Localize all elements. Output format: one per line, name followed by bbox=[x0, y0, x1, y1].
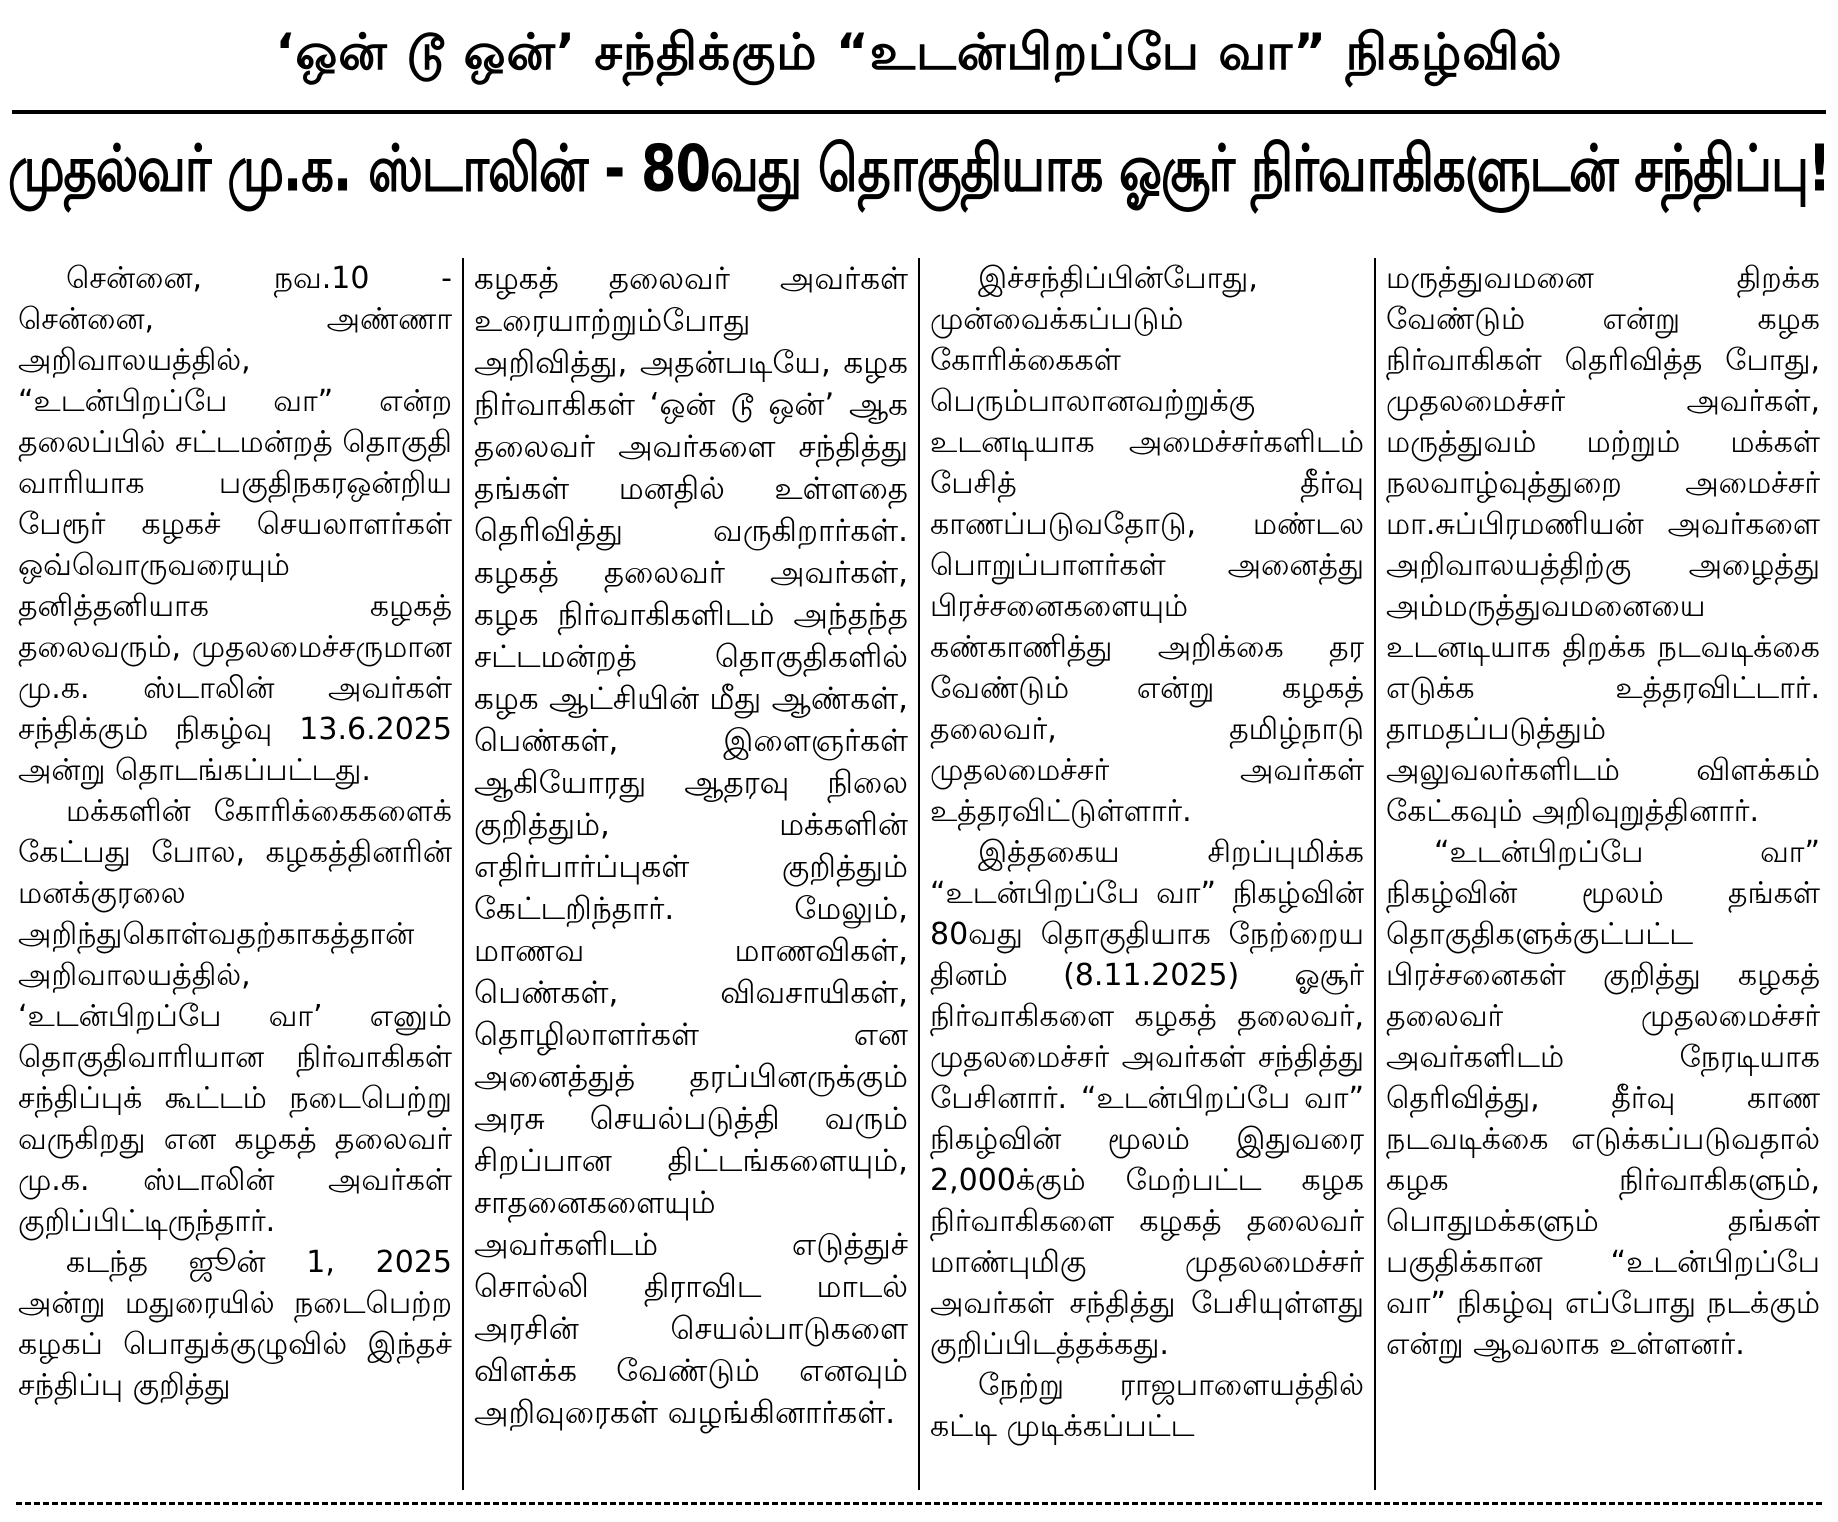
article-column-3 bbox=[918, 258, 1374, 1490]
paragraph: கடந்த ஜூன் 1, 2025 அன்று மதுரையில் நடைபெற்ற கழகப் பொதுக்குழுவில் இந்தச் சந்திப்பு குறித்து bbox=[18, 1245, 452, 1403]
main-headline: முதல்வர் மு.க. ஸ்டாலின் - 80வது தொகுதியாக ஓசூர் நிர்வாகிகளுடன் சந்திப்பு! bbox=[8, 132, 1830, 207]
kicker-headline: ‘ஒன் டூ ஒன்’ சந்திக்கும் “உடன்பிறப்பே வா” நிகழ்வில் bbox=[275, 22, 1563, 81]
article-column-1 bbox=[8, 258, 462, 1490]
paragraph: மருத்துவமனை திறக்க வேண்டும் என்று கழக நிர்வாகிகள் தெரிவித்த போது, முதலமைச்சர் அவர்கள், மருத்துவம் மற்றும் மக்கள் நலவாழ்வுத்துறை அமைச்சர் மா.சுப்பிரமணியன் அவர்களை அறிவாலயத்திற்கு அழைத்து அம்மருத்துவமனையை உடனடியாக திறக்க நடவடிக்கை எடுக்க உத்தரவிட்டார். தாமதப்படுத்தும் அலுவலர்களிடம் விளக்கம் கேட்கவும் அறிவுறுத்தினார். bbox=[1386, 261, 1820, 829]
article-column-2 bbox=[462, 258, 918, 1490]
article-column-4 bbox=[1374, 258, 1830, 1490]
paragraph: கழகத் தலைவர் அவர்கள் உரையாற்றும்போது அறிவித்து, அதன்படியே, கழக நிர்வாகிகள் ‘ஒன் டூ ஒன்’ ஆக தலைவர் அவர்களை சந்தித்து தங்கள் மனதில் உள்ளதை தெரிவித்து வருகிறார்கள். கழகத் தலைவர் அவர்கள், கழக நிர்வாகிகளிடம் அந்தந்த சட்டமன்றத் தொகுதிகளில் கழக ஆட்சியின் மீது ஆண்கள், பெண்கள், இளைஞர்கள் ஆகியோரது ஆதரவு நிலை குறித்தும், மக்களின் எதிர்பார்ப்புகள் குறித்தும் கேட்டறிந்தார். மேலும், மாணவ மாணவிகள், பெண்கள், விவசாயிகள், தொழிலாளர்கள் என அனைத்துத் தரப்பினருக்கும் அரசு செயல்படுத்தி வரும் சிறப்பான திட்டங்களையும், சாதனைகளையும் அவர்களிடம் எடுத்துச் சொல்லி திராவிட மாடல் அரசின் செயல்பாடுகளை விளக்க வேண்டும் எனவும் அறிவுரைகள் வழங்கினார்கள். bbox=[474, 261, 908, 1431]
paragraph: இத்தகைய சிறப்புமிக்க “உடன்பிறப்பே வா” நிகழ்வின் 80வது தொகுதியாக நேற்றைய தினம் (8.11.2025) ஓசூர் நிர்வாகிகளை கழகத் தலைவர், முதலமைச்சர் அவர்கள் சந்தித்து பேசினார். “உடன்பிறப்பே வா” நிகழ்வின் மூலம் இதுவரை 2,000க்கும் மேற்பட்ட கழக நிர்வாகிகளை கழகத் தலைவர் மாண்புமிகு முதலமைச்சர் அவர்கள் சந்தித்து பேசியுள்ளது குறிப்பிடத்தக்கது. bbox=[930, 835, 1364, 1362]
paragraph: இச்சந்திப்பின்போது, முன்வைக்கப்படும் கோரிக்கைகள் பெரும்பாலானவற்றுக்கு உடனடியாக அமைச்சர்களிடம் பேசித் தீர்வு காணப்படுவதோடு, மண்டல பொறுப்பாளர்கள் அனைத்து பிரச்சனைகளையும் கண்காணித்து அறிக்கை தர வேண்டும் என்று கழகத் தலைவர், தமிழ்நாடு முதலமைச்சர் அவர்கள் உத்தரவிட்டுள்ளார். bbox=[930, 261, 1364, 829]
article-body bbox=[8, 258, 1830, 1490]
bottom-dashed-divider bbox=[16, 1502, 1822, 1505]
paragraph: நேற்று ராஜபாளையத்தில் கட்டி முடிக்கப்பட்ட bbox=[930, 1368, 1364, 1444]
paragraph: சென்னை, நவ.10 - சென்னை, அண்ணா அறிவாலயத்தில், “உடன்பிறப்பே வா” என்ற தலைப்பில் சட்டமன்றத் தொகுதி வாரியாக பகுதிநகரஒன்றிய பேரூர் கழகச் செயலாளர்கள் ஒவ்வொருவரையும் தனித்தனியாக கழகத் தலைவரும், முதலமைச்சருமான மு.க. ஸ்டாலின் அவர்கள் சந்திக்கும் நிகழ்வு 13.6.2025 அன்று தொடங்கப்பட்டது. bbox=[18, 261, 452, 788]
paragraph: “உடன்பிறப்பே வா” நிகழ்வின் மூலம் தங்கள் தொகுதிகளுக்குட்பட்ட பிரச்சனைகள் குறித்து கழகத் தலைவர் முதலமைச்சர் அவர்களிடம் நேரடியாக தெரிவித்து, தீர்வு காண நடவடிக்கை எடுக்கப்படுவதால் கழக நிர்வாகிகளும், பொதுமக்களும் தங்கள் பகுதிக்கான “உடன்பிறப்பே வா” நிகழ்வு எப்போது நடக்கும் என்று ஆவலாக உள்ளனர். bbox=[1386, 835, 1820, 1362]
paragraph: மக்களின் கோரிக்கைகளைக் கேட்பது போல, கழகத்தினரின் மனக்குரலை அறிந்துகொள்வதற்காகத்தான் அறிவாலயத்தில், ‘உடன்பிறப்பே வா’ எனும் தொகுதிவாரியான நிர்வாகிகள் சந்திப்புக் கூட்டம் நடைபெற்று வருகிறது என கழகத் தலைவர் மு.க. ஸ்டாலின் அவர்கள் குறிப்பிட்டிருந்தார். bbox=[18, 794, 452, 1239]
